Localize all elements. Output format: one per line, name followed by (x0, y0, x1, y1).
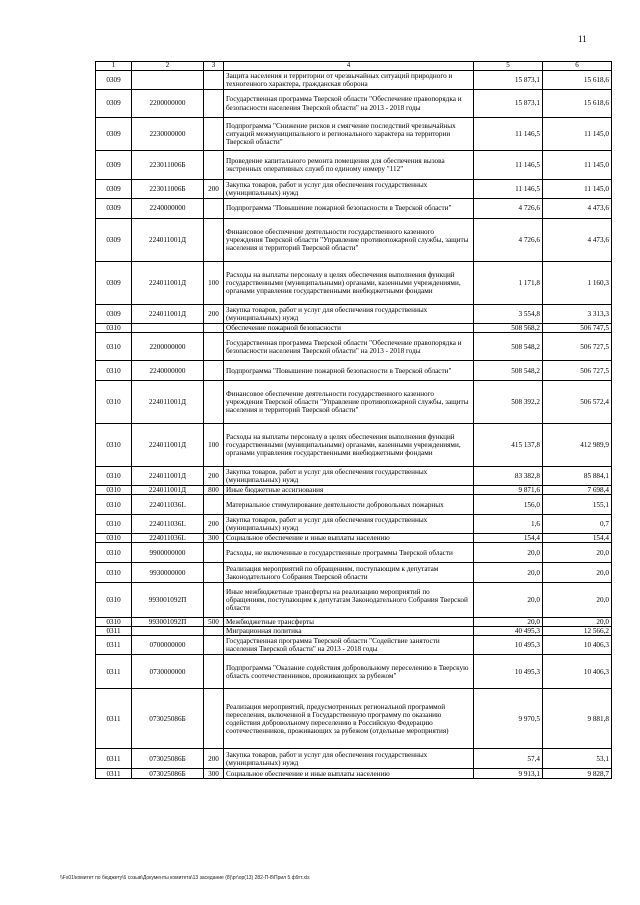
table-row (96, 534, 612, 543)
item-name-cell: Подпрограмма "Повышение пожарной безопасности в Тверской области" (224, 361, 474, 381)
target-article-cell: 224011001Д (132, 424, 204, 467)
section-code-cell: 0310 (96, 486, 132, 495)
section-code-cell: 0310 (96, 563, 132, 583)
expense-type-cell (204, 324, 224, 333)
file-path-footer: \\Fs01\комитет по бюджету\6 созыв\Документы комитета\13 заседание (8)\рг\ор(13) 282-П-8\Прил 5 ф9гт.xls (60, 875, 310, 881)
table-row (96, 486, 612, 495)
expense-type-cell (204, 689, 224, 749)
amount-actual-cell: 154,4 (543, 534, 612, 543)
section-code-cell: 0309 (96, 199, 132, 219)
amount-actual-cell: 15 618,6 (543, 71, 612, 90)
section-code-cell: 0310 (96, 424, 132, 467)
table-row (96, 305, 612, 324)
item-name-cell: Закупка товаров, работ и услуг для обеспечения государственных (муниципальных) нужд (224, 467, 474, 486)
item-name-cell: Финансовое обеспечение деятельности государственного казенного учреждения Тверской области "Управление противопожарной службы, защиты населения и территорий Тверской области" (224, 381, 474, 424)
amount-actual-cell: 11 145,0 (543, 118, 612, 151)
expense-type-cell (204, 151, 224, 180)
expense-type-cell (204, 627, 224, 636)
budget-table (95, 61, 612, 779)
expense-type-cell: 500 (204, 618, 224, 627)
target-article-cell: 224011036L (132, 534, 204, 543)
table-row (96, 749, 612, 769)
expense-type-cell: 200 (204, 749, 224, 769)
amount-actual-cell: 4 473,6 (543, 199, 612, 219)
section-code-cell: 0311 (96, 689, 132, 749)
expense-type-cell (204, 361, 224, 381)
item-name-cell: Обеспечение пожарной безопасности (224, 324, 474, 333)
target-article-cell: 224011036L (132, 515, 204, 534)
table-row (96, 424, 612, 467)
target-article-cell: 223011006Б (132, 151, 204, 180)
target-article-cell: 2200000000 (132, 90, 204, 118)
section-code-cell: 0310 (96, 618, 132, 627)
amount-planned-cell: 3 554,8 (474, 305, 543, 324)
section-code-cell: 0311 (96, 627, 132, 636)
amount-planned-cell: 508 568,2 (474, 324, 543, 333)
amount-planned-cell: 15 873,1 (474, 71, 543, 90)
target-article-cell: 0700000000 (132, 636, 204, 655)
amount-actual-cell: 10 406,3 (543, 636, 612, 655)
section-code-cell: 0309 (96, 118, 132, 151)
target-article-cell: 223011006Б (132, 180, 204, 199)
table-row (96, 151, 612, 180)
expense-type-cell: 100 (204, 424, 224, 467)
section-code-cell: 0310 (96, 543, 132, 563)
amount-actual-cell: 11 145,0 (543, 151, 612, 180)
table-row (96, 563, 612, 583)
section-code-cell: 0309 (96, 151, 132, 180)
item-name-cell: Иные межбюджетные трансферты на реализацию мероприятий по обращениям, поступающим к депутатам Законодательного Собрания Тверской области (224, 583, 474, 618)
amount-planned-cell: 20,0 (474, 583, 543, 618)
amount-planned-cell: 15 873,1 (474, 90, 543, 118)
table-row (96, 583, 612, 618)
amount-actual-cell: 155,1 (543, 495, 612, 515)
target-article-cell: 2200000000 (132, 333, 204, 361)
section-code-cell: 0310 (96, 381, 132, 424)
expense-type-cell: 300 (204, 534, 224, 543)
amount-planned-cell: 508 548,2 (474, 361, 543, 381)
item-name-cell: Расходы, не включенные в государственные программы Тверской области (224, 543, 474, 563)
target-article-cell (132, 71, 204, 90)
target-article-cell: 2240000000 (132, 361, 204, 381)
amount-planned-cell: 9 871,6 (474, 486, 543, 495)
amount-actual-cell: 20,0 (543, 563, 612, 583)
amount-planned-cell: 4 726,6 (474, 219, 543, 262)
amount-planned-cell: 20,0 (474, 618, 543, 627)
item-name-cell: Защита населения и территории от чрезвычайных ситуаций природного и техногенного характера, гражданская оборона (224, 71, 474, 90)
amount-planned-cell: 11 146,5 (474, 118, 543, 151)
item-name-cell: Миграционная политика (224, 627, 474, 636)
target-article-cell: 224011001Д (132, 381, 204, 424)
target-article-cell: 224011001Д (132, 262, 204, 305)
amount-planned-cell: 40 495,3 (474, 627, 543, 636)
amount-planned-cell: 10 495,3 (474, 655, 543, 689)
page-number: 11 (578, 34, 587, 44)
amount-planned-cell: 156,0 (474, 495, 543, 515)
amount-actual-cell: 12 566,2 (543, 627, 612, 636)
item-name-cell: Проведение капитального ремонта помещения для обеспечения вызова экстренных оперативных служб по единому номеру "112" (224, 151, 474, 180)
table-row (96, 361, 612, 381)
table-row (96, 180, 612, 199)
item-name-cell: Расходы на выплаты персоналу в целях обеспечения выполнения функций государственными (муниципальными) органами, казенными учреждениями, органами управления государственными внебюджетными фондами (224, 424, 474, 467)
table-row (96, 219, 612, 262)
amount-actual-cell: 0,7 (543, 515, 612, 534)
amount-planned-cell: 1,6 (474, 515, 543, 534)
col-header-2: 2 (132, 62, 204, 71)
expense-type-cell: 300 (204, 769, 224, 779)
expense-type-cell: 200 (204, 180, 224, 199)
table-row (96, 655, 612, 689)
item-name-cell: Государственная программа Тверской области "Содействие занятости населения Тверской области" на 2013 - 2018 годы (224, 636, 474, 655)
section-code-cell: 0310 (96, 467, 132, 486)
amount-planned-cell: 415 137,8 (474, 424, 543, 467)
item-name-cell: Реализация мероприятий, предусмотренных региональной программой переселения, включенной в Государственную программу по оказанию содействия добровольному переселению в Российскую Федерацию соотечественников, проживающих за рубежом (отдельные мероприятия) (224, 689, 474, 749)
table-row (96, 515, 612, 534)
section-code-cell: 0311 (96, 749, 132, 769)
table-header (96, 62, 612, 71)
expense-type-cell (204, 118, 224, 151)
col-header-1: 1 (96, 62, 132, 71)
target-article-cell: 9900000000 (132, 543, 204, 563)
section-code-cell: 0309 (96, 180, 132, 199)
amount-actual-cell: 506 727,5 (543, 361, 612, 381)
table-row (96, 543, 612, 563)
table-body (96, 71, 612, 779)
column-numbers-row (96, 62, 612, 71)
table-row (96, 618, 612, 627)
amount-actual-cell: 506 747,5 (543, 324, 612, 333)
amount-planned-cell: 20,0 (474, 563, 543, 583)
target-article-cell: 2230000000 (132, 118, 204, 151)
amount-planned-cell: 4 726,6 (474, 199, 543, 219)
target-article-cell: 073025086Б (132, 749, 204, 769)
target-article-cell (132, 627, 204, 636)
table-row (96, 495, 612, 515)
table-row (96, 689, 612, 749)
target-article-cell: 073025086Б (132, 689, 204, 749)
expense-type-cell: 100 (204, 262, 224, 305)
amount-actual-cell: 9 828,7 (543, 769, 612, 779)
col-header-6: 6 (543, 62, 612, 71)
target-article-cell: 073025086Б (132, 769, 204, 779)
amount-planned-cell: 508 548,2 (474, 333, 543, 361)
item-name-cell: Закупка товаров, работ и услуг для обеспечения государственных (муниципальных) нужд (224, 749, 474, 769)
section-code-cell: 0310 (96, 534, 132, 543)
amount-actual-cell: 20,0 (543, 583, 612, 618)
item-name-cell: Материальное стимулирование деятельности добровольных пожарных (224, 495, 474, 515)
amount-planned-cell: 154,4 (474, 534, 543, 543)
expense-type-cell (204, 583, 224, 618)
item-name-cell: Реализация мероприятий по обращениям, поступающим к депутатам Законодательного Собрания Тверской области (224, 563, 474, 583)
target-article-cell: 0730000000 (132, 655, 204, 689)
table-row (96, 71, 612, 90)
item-name-cell: Подпрограмма "Оказание содействия добровольному переселению в Тверскую область соотечественников, проживающих за рубежом" (224, 655, 474, 689)
item-name-cell: Государственная программа Тверской области "Обеспечение правопорядка и безопасности населения Тверской области" на 2013 - 2018 годы (224, 90, 474, 118)
section-code-cell: 0311 (96, 769, 132, 779)
section-code-cell: 0311 (96, 636, 132, 655)
expense-type-cell (204, 636, 224, 655)
section-code-cell: 0310 (96, 495, 132, 515)
amount-planned-cell: 11 146,5 (474, 180, 543, 199)
item-name-cell: Иные бюджетные ассигнования (224, 486, 474, 495)
amount-actual-cell: 506 572,4 (543, 381, 612, 424)
target-article-cell: 224011001Д (132, 467, 204, 486)
target-article-cell: 224011001Д (132, 305, 204, 324)
expense-type-cell (204, 563, 224, 583)
section-code-cell: 0310 (96, 583, 132, 618)
item-name-cell: Социальное обеспечение и иные выплаты населению (224, 769, 474, 779)
item-name-cell: Финансовое обеспечение деятельности государственного казенного учреждения Тверской области "Управление противопожарной службы, защиты населения и территорий Тверской области" (224, 219, 474, 262)
expense-type-cell (204, 333, 224, 361)
section-code-cell: 0310 (96, 324, 132, 333)
section-code-cell: 0311 (96, 655, 132, 689)
section-code-cell: 0309 (96, 305, 132, 324)
table-row (96, 636, 612, 655)
expense-type-cell (204, 543, 224, 563)
section-code-cell: 0309 (96, 262, 132, 305)
col-header-4: 4 (224, 62, 474, 71)
table-row (96, 381, 612, 424)
target-article-cell: 9930000000 (132, 563, 204, 583)
target-article-cell: 224011036L (132, 495, 204, 515)
amount-planned-cell: 1 171,8 (474, 262, 543, 305)
item-name-cell: Закупка товаров, работ и услуг для обеспечения государственных (муниципальных) нужд (224, 180, 474, 199)
target-article-cell: 2240000000 (132, 199, 204, 219)
item-name-cell: Подпрограмма "Снижение рисков и смягчение последствий чрезвычайных ситуаций межмуниципального и регионального характера на территории Тверской области" (224, 118, 474, 151)
table-row (96, 118, 612, 151)
table-row (96, 90, 612, 118)
amount-actual-cell: 506 727,5 (543, 333, 612, 361)
expense-type-cell (204, 71, 224, 90)
section-code-cell: 0310 (96, 333, 132, 361)
expense-type-cell (204, 381, 224, 424)
section-code-cell: 0309 (96, 71, 132, 90)
section-code-cell: 0310 (96, 515, 132, 534)
col-header-5: 5 (474, 62, 543, 71)
amount-planned-cell: 9 970,5 (474, 689, 543, 749)
table-row (96, 333, 612, 361)
amount-actual-cell: 20,0 (543, 543, 612, 563)
expense-type-cell (204, 219, 224, 262)
section-code-cell: 0310 (96, 361, 132, 381)
amount-actual-cell: 412 989,9 (543, 424, 612, 467)
item-name-cell: Расходы на выплаты персоналу в целях обеспечения выполнения функций государственными (муниципальными) органами, казенными учреждениями, органами управления государственными внебюджетными фондами (224, 262, 474, 305)
amount-actual-cell: 3 313,3 (543, 305, 612, 324)
col-header-3: 3 (204, 62, 224, 71)
target-article-cell: 993001092П (132, 618, 204, 627)
table-row (96, 324, 612, 333)
expense-type-cell: 800 (204, 486, 224, 495)
target-article-cell: 993001092П (132, 583, 204, 618)
table-row (96, 199, 612, 219)
amount-planned-cell: 9 913,1 (474, 769, 543, 779)
target-article-cell: 224011001Д (132, 219, 204, 262)
expense-type-cell: 200 (204, 305, 224, 324)
expense-type-cell (204, 199, 224, 219)
item-name-cell: Государственная программа Тверской области "Обеспечение правопорядка и безопасности населения Тверской области" на 2013 - 2018 годы (224, 333, 474, 361)
expense-type-cell: 200 (204, 515, 224, 534)
amount-planned-cell: 20,0 (474, 543, 543, 563)
table-row (96, 769, 612, 779)
expense-type-cell (204, 495, 224, 515)
expense-type-cell (204, 655, 224, 689)
amount-actual-cell: 85 884,1 (543, 467, 612, 486)
amount-actual-cell: 9 881,8 (543, 689, 612, 749)
amount-actual-cell: 4 473,6 (543, 219, 612, 262)
amount-planned-cell: 83 382,8 (474, 467, 543, 486)
expense-type-cell: 200 (204, 467, 224, 486)
item-name-cell: Межбюджетные трансферты (224, 618, 474, 627)
amount-actual-cell: 1 160,3 (543, 262, 612, 305)
item-name-cell: Закупка товаров, работ и услуг для обеспечения государственных (муниципальных) нужд (224, 305, 474, 324)
target-article-cell: 224011001Д (132, 486, 204, 495)
section-code-cell: 0309 (96, 90, 132, 118)
amount-actual-cell: 10 406,3 (543, 655, 612, 689)
amount-planned-cell: 57,4 (474, 749, 543, 769)
item-name-cell: Социальное обеспечение и иные выплаты населению (224, 534, 474, 543)
item-name-cell: Подпрограмма "Повышение пожарной безопасности в Тверской области" (224, 199, 474, 219)
amount-planned-cell: 10 495,3 (474, 636, 543, 655)
amount-actual-cell: 11 145,0 (543, 180, 612, 199)
table-row (96, 467, 612, 486)
item-name-cell: Закупка товаров, работ и услуг для обеспечения государственных (муниципальных) нужд (224, 515, 474, 534)
amount-actual-cell: 7 698,4 (543, 486, 612, 495)
amount-actual-cell: 53,1 (543, 749, 612, 769)
section-code-cell: 0309 (96, 219, 132, 262)
amount-actual-cell: 20,0 (543, 618, 612, 627)
target-article-cell (132, 324, 204, 333)
amount-actual-cell: 15 618,6 (543, 90, 612, 118)
table-row (96, 262, 612, 305)
expense-type-cell (204, 90, 224, 118)
table-row (96, 627, 612, 636)
amount-planned-cell: 508 392,2 (474, 381, 543, 424)
amount-planned-cell: 11 146,5 (474, 151, 543, 180)
